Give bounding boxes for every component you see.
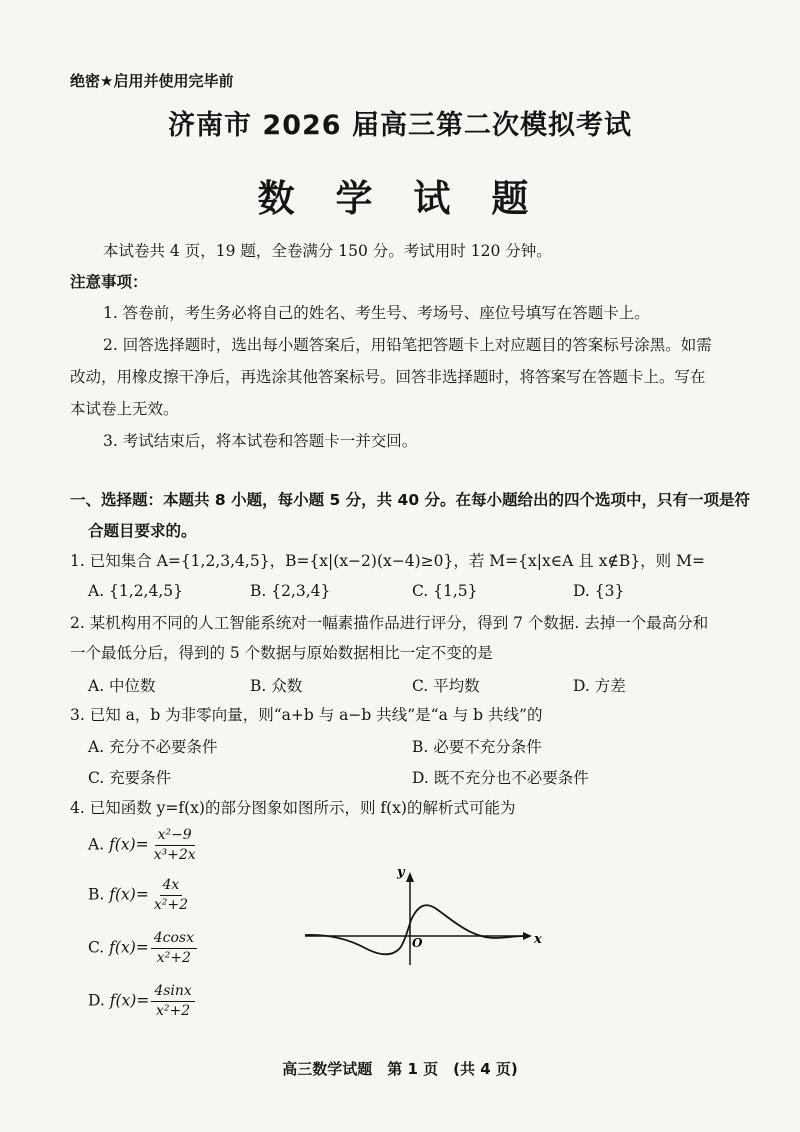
option-letter: A. <box>88 835 105 854</box>
question-2-line-1: 2. 某机构用不同的人工智能系统对一幅素描作品进行评分，得到 7 个数据. 去掉一个最高分和 <box>70 614 709 632</box>
section-1-heading-line-2: 合题目要求的。 <box>88 522 197 540</box>
notice-item-2-line-3: 本试卷上无效。 <box>70 400 179 418</box>
x-axis-label: x <box>534 932 542 947</box>
notice-item-1: 1. 答卷前，考生务必将自己的姓名、考生号、考场号、座位号填写在答题卡上。 <box>103 304 650 322</box>
fraction <box>151 827 199 864</box>
question-2-option-c: C. 平均数 <box>412 677 480 695</box>
option-letter: B. <box>88 885 105 904</box>
confidential-label: 绝密★启用并使用完毕前 <box>70 72 234 90</box>
question-2-option-b: B. 众数 <box>250 677 303 695</box>
denominator: x²+2 <box>153 897 188 913</box>
section-1-heading-line-1: 一、选择题：本题共 8 小题，每小题 5 分，共 40 分。在每小题给出的四个选项中，只有一项是符 <box>70 491 751 509</box>
question-1-option-c: C. {1,5} <box>412 582 478 600</box>
question-2-option-a: A. 中位数 <box>88 677 156 695</box>
denominator: x³+2x <box>153 847 196 863</box>
question-3-option-a: A. 充分不必要条件 <box>88 738 218 756</box>
question-1-option-d: D. {3} <box>573 582 625 600</box>
notice-heading: 注意事项： <box>70 273 148 291</box>
y-axis-label: y <box>397 865 405 880</box>
function-prefix: f(x)= <box>109 938 149 957</box>
notice-item-2-line-1: 2. 回答选择题时，选出每小题答案后，用铅笔把答题卡上对应题目的答案标号涂黑。如需 <box>103 336 712 354</box>
function-prefix: f(x)= <box>109 991 150 1010</box>
question-1-option-a: A. {1,2,4,5} <box>88 582 183 600</box>
fraction <box>151 983 194 1020</box>
question-4-stem: 4. 已知函数 y=f(x)的部分图象如图所示，则 f(x)的解析式可能为 <box>70 799 516 817</box>
y-axis-arrow <box>406 872 414 882</box>
notice-item-2-line-2: 改动，用橡皮擦干净后，再选涂其他答案标号。回答非选择题时，将答案写在答题卡上。写在 <box>70 368 706 386</box>
numerator: 4x <box>160 877 183 896</box>
notice-item-3: 3. 考试结束后，将本试卷和答题卡一并交回。 <box>103 432 418 450</box>
question-2-option-d: D. 方差 <box>573 677 626 695</box>
fraction <box>151 877 191 914</box>
function-prefix: f(x)= <box>109 885 149 904</box>
question-1-stem: 1. 已知集合 A={1,2,3,4,5}，B={x|(x−2)(x−4)≥0}，若 M={x|x∈A 且 x∉B}，则 M= <box>70 552 705 570</box>
numerator: 4cosx <box>151 930 197 949</box>
option-letter: C. <box>88 938 105 957</box>
question-4-option-a <box>88 827 199 864</box>
question-4-option-b <box>88 877 191 914</box>
question-3-stem: 3. 已知 a，b 为非零向量，则“a+b 与 a−b 共线”是“a 与 b 共线”的 <box>70 706 543 724</box>
denominator: x²+2 <box>155 1003 191 1019</box>
fraction <box>151 930 197 967</box>
numerator: x²−9 <box>155 827 195 846</box>
question-4-option-c <box>88 930 197 967</box>
function-prefix: f(x)= <box>109 835 149 854</box>
question-3-option-c: C. 充要条件 <box>88 769 172 787</box>
question-3-option-d: D. 既不充分也不必要条件 <box>412 769 589 787</box>
origin-label: O <box>412 936 423 950</box>
question-4-option-d <box>88 983 195 1020</box>
intro-text: 本试卷共 4 页，19 题，全卷满分 150 分。考试用时 120 分钟。 <box>103 242 552 260</box>
subject-title: 数 学 试 题 <box>257 177 543 220</box>
denominator: x²+2 <box>156 950 191 966</box>
page-footer: 高三数学试题 第 1 页 (共 4 页) <box>282 1060 518 1078</box>
question-2-line-2: 一个最低分后，得到的 5 个数据与原始数据相比一定不变的是 <box>70 644 493 662</box>
question-1-option-b: B. {2,3,4} <box>250 582 331 600</box>
exam-title: 济南市 2026 届高三第二次模拟考试 <box>168 110 632 141</box>
question-3-option-b: B. 必要不充分条件 <box>412 738 542 756</box>
option-letter: D. <box>88 991 105 1010</box>
numerator: 4sinx <box>151 983 194 1002</box>
function-graph <box>300 860 550 970</box>
